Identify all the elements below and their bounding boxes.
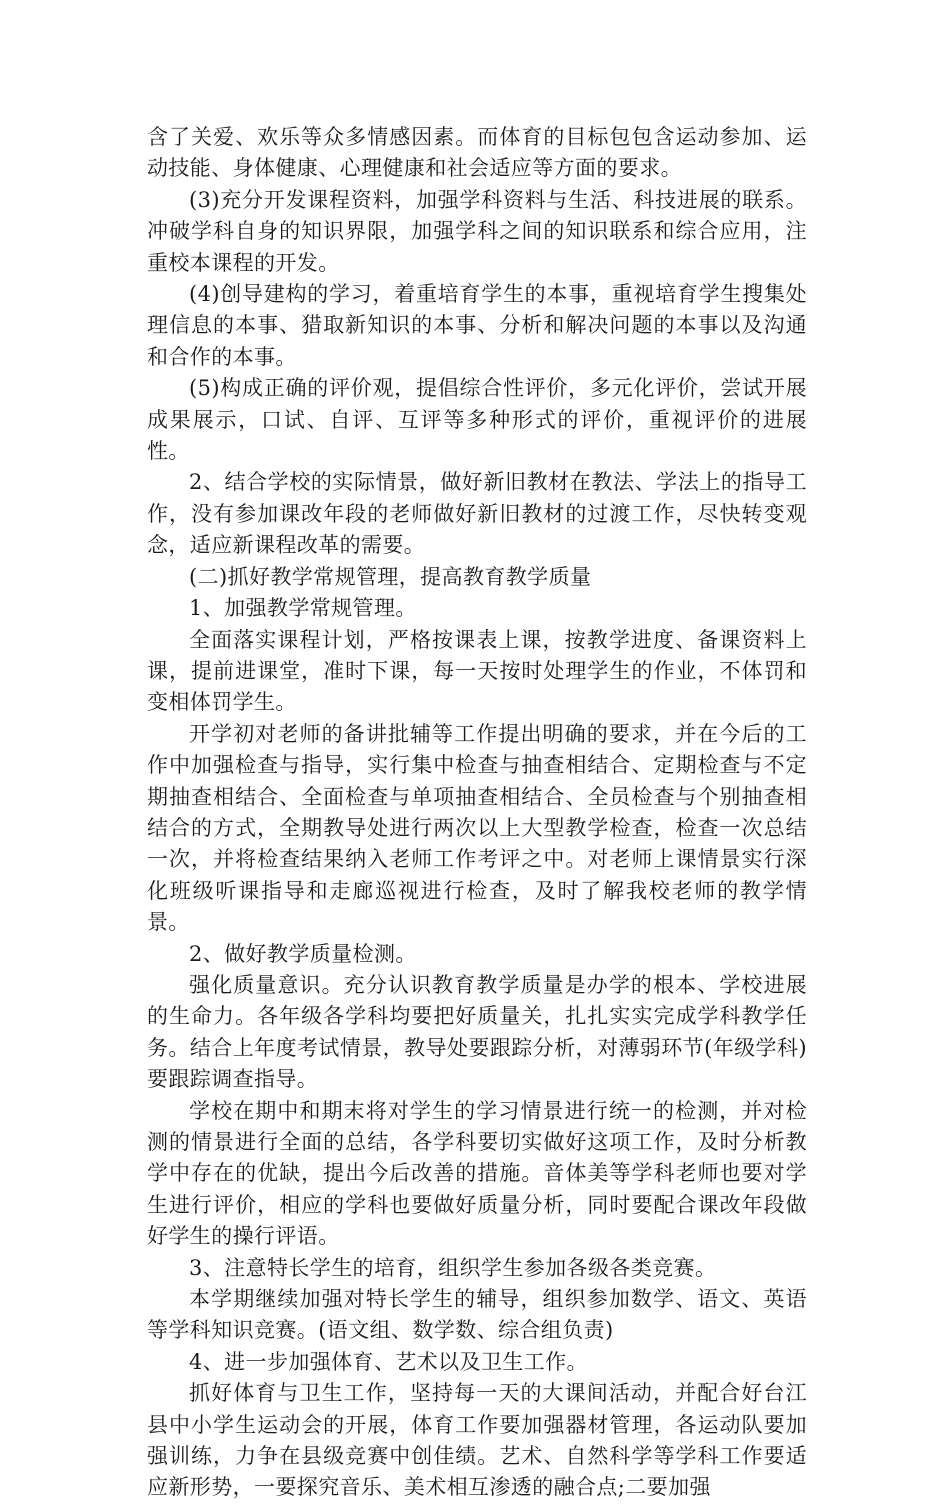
paragraph-2: (3)充分开发课程资料，加强学科资料与生活、科技进展的联系。冲破学科自身的知识界限，加强学科之间的知识联系和综合应用，注重校本课程的开发。 <box>147 187 807 275</box>
paragraph-10: 本学期继续加强对特长学生的辅导，组织参加数学、语文、英语等学科知识竞赛。(语文组、数学数、综合组负责) <box>147 1287 807 1343</box>
paragraph-1: 含了关爱、欢乐等众多情感因素。而体育的目标包包含运动参加、运动技能、身体健康、心理健康和社会适应等方面的要求。 <box>147 125 807 181</box>
paragraph-8: 强化质量意识。充分认识教育教学质量是办学的根本、学校进展的生命力。各年级各学科均要把好质量关，扎扎实实完成学科教学任务。结合上年度考试情景，教导处要跟踪分析，对薄弱环节(年级学科)要跟踪调查指导。 <box>147 972 807 1092</box>
paragraph-7: 开学初对老师的备讲批辅等工作提出明确的要求，并在今后的工作中加强检查与指导，实行集中检查与抽查相结合、定期检查与不定期抽查相结合、全面检查与单项抽查相结合、全员检查与个别抽查相结合的方式，全期教导处进行两次以上大型教学检查，检查一次总结一次，并将检查结果纳入老师工作考评之中。对老师上课情景实行深化班级听课指导和走廊巡视进行检查，及时了解我校老师的教学情景。 <box>147 721 807 935</box>
section-heading-2: (二)抓好教学常规管理，提高教育教学质量 <box>189 564 592 589</box>
subheading-1: 1、加强教学常规管理。 <box>189 596 417 621</box>
paragraph-9: 学校在期中和期末将对学生的学习情景进行统一的检测，并对检测的情景进行全面的总结，各学科要切实做好这项工作，及时分析教学中存在的优缺，提出今后改善的措施。音体美等学科老师也要对学生进行评价，相应的学科也要做好质量分析，同时要配合课改年段做好学生的操行评语。 <box>147 1098 807 1249</box>
subheading-4: 4、进一步加强体育、艺术以及卫生工作。 <box>189 1349 588 1374</box>
document-body <box>147 122 807 1504</box>
paragraph-4: (5)构成正确的评价观，提倡综合性评价，多元化评价，尝试开展成果展示，口试、自评、互评等多种形式的评价，重视评价的进展性。 <box>147 376 807 464</box>
subheading-3: 3、注意特长学生的培育，组织学生参加各级各类竞赛。 <box>189 1255 717 1280</box>
paragraph-6: 全面落实课程计划，严格按课表上课，按教学进度、备课资料上课，提前进课堂，准时下课，每一天按时处理学生的作业，不体罚和变相体罚学生。 <box>147 627 807 715</box>
subheading-2: 2、做好教学质量检测。 <box>189 941 417 966</box>
paragraph-3: (4)创导建构的学习，着重培育学生的本事，重视培育学生搜集处理信息的本事、猎取新知识的本事、分析和解决问题的本事以及沟通和合作的本事。 <box>147 282 807 369</box>
paragraph-5: 2、结合学校的实际情景，做好新旧教材在教法、学法上的指导工作，没有参加课改年段的老师做好新旧教材的过渡工作，尽快转变观念，适应新课程改革的需要。 <box>147 470 807 558</box>
paragraph-11: 抓好体育与卫生工作，坚持每一天的大课间活动，并配合好台江县中小学生运动会的开展，体育工作要加强器材管理，各运动队要加强训练，力争在县级竞赛中创佳绩。艺术、自然科学等学科工作要适应新形势，一要探究音乐、美术相互渗透的融合点;二要加强 <box>147 1381 807 1500</box>
